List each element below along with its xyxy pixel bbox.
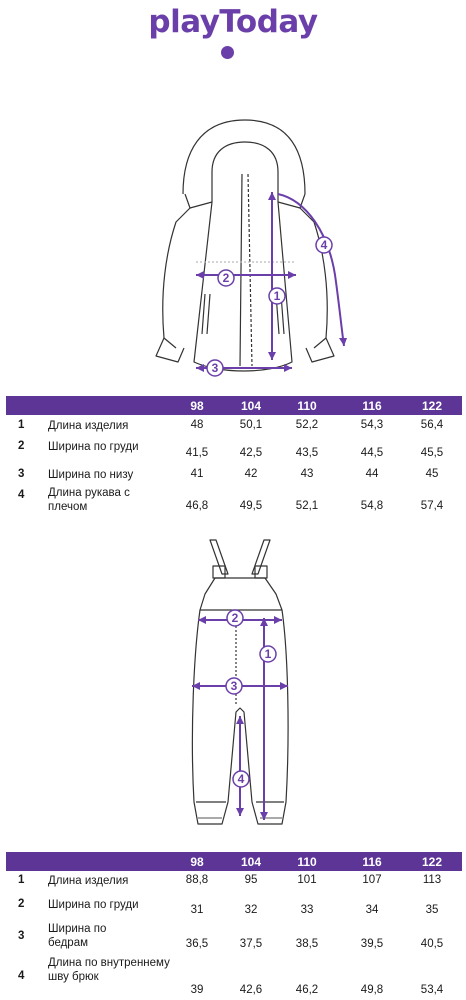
brand-logo [0,0,466,66]
table-cell: 49,5 [239,500,263,512]
pants-marker-1: 1 [264,647,272,661]
table-cell: 46,2 [295,984,319,996]
table-cell: 33 [300,904,314,916]
table-cell: 46,8 [185,500,209,512]
table-cell: 32 [244,904,258,916]
table-cell: 48 [190,419,204,431]
table-cell: 101 [297,874,317,886]
logo-text: playToday [148,4,318,40]
row-number: 4 [18,970,25,982]
pants-illustration [0,532,466,832]
table-cell: 42,5 [239,447,263,459]
row-label: Ширина по груди [48,441,139,453]
table-row [6,956,462,1000]
table-cell: 113 [422,874,442,886]
row-label: Ширина по бедрам [48,923,107,949]
table-cell: 34 [365,904,379,916]
table-row [6,874,462,892]
jacket-size-table [6,396,462,524]
table-cell: 54,8 [360,500,384,512]
table-cell: 39 [190,984,204,996]
row-label: Длина по внутреннему шву брюк [48,957,170,983]
row-label: Длина изделия [48,420,129,432]
jacket-marker-2: 2 [222,271,230,285]
table-row [6,486,462,520]
row-number: 3 [18,930,25,942]
row-number: 2 [18,440,25,452]
size-98: 98 [190,855,204,869]
table-cell: 50,1 [239,419,263,431]
row-label: Ширина по груди [48,899,139,911]
table-cell: 54,3 [360,419,384,431]
size-110: 110 [297,399,317,413]
table-row [6,468,462,486]
pants-size-table [6,852,462,1000]
table-cell: 42 [244,468,258,480]
table-cell: 38,5 [295,938,319,950]
table-cell: 56,4 [420,419,444,431]
table-cell: 88,8 [185,874,209,886]
table-row [6,419,462,437]
table-cell: 52,2 [295,419,319,431]
pants-marker-4: 4 [237,772,245,786]
row-label: Ширина по низу [48,469,134,481]
table-cell: 41,5 [185,447,209,459]
jacket-marker-3: 3 [211,361,219,375]
size-98: 98 [190,399,204,413]
table-cell: 36,5 [185,938,209,950]
table-cell: 40,5 [420,938,444,950]
size-116: 116 [362,399,382,413]
size-122: 122 [421,855,443,869]
table-cell: 43,5 [295,447,319,459]
pants-table-header [6,852,462,871]
table-row [6,898,462,920]
table-cell: 107 [362,874,382,886]
table-cell: 44 [365,468,379,480]
table-cell: 45,5 [420,447,444,459]
size-116: 116 [362,855,382,869]
size-104: 104 [240,399,262,413]
table-cell: 52,1 [295,500,319,512]
jacket-table-header [6,396,462,415]
table-cell: 53,4 [420,984,444,996]
jacket-marker-1: 1 [273,289,281,303]
logo-dot [221,46,234,59]
row-number: 4 [18,489,25,501]
table-cell: 43 [300,468,314,480]
size-104: 104 [240,855,262,869]
table-row [6,922,462,956]
row-number: 2 [18,898,25,910]
row-label: Длина рукава с плечом [48,487,130,513]
table-cell: 39,5 [360,938,384,950]
table-cell: 49,8 [360,984,384,996]
pants-marker-2: 2 [231,611,239,625]
row-label: Длина изделия [48,875,129,887]
table-cell: 44,5 [360,447,384,459]
row-number: 1 [18,419,25,431]
table-cell: 41 [190,468,204,480]
size-122: 122 [421,399,443,413]
table-cell: 57,4 [420,500,444,512]
table-cell: 42,6 [239,984,263,996]
row-number: 1 [18,874,25,886]
size-110: 110 [297,855,317,869]
table-cell: 37,5 [239,938,263,950]
table-cell: 45 [425,468,439,480]
row-number: 3 [18,468,25,480]
table-cell: 95 [244,874,258,886]
pants-marker-3: 3 [230,679,238,693]
jacket-marker-4: 4 [320,238,328,252]
table-row [6,440,462,464]
jacket-illustration [0,112,466,384]
table-cell: 31 [190,904,204,916]
table-cell: 35 [425,904,439,916]
